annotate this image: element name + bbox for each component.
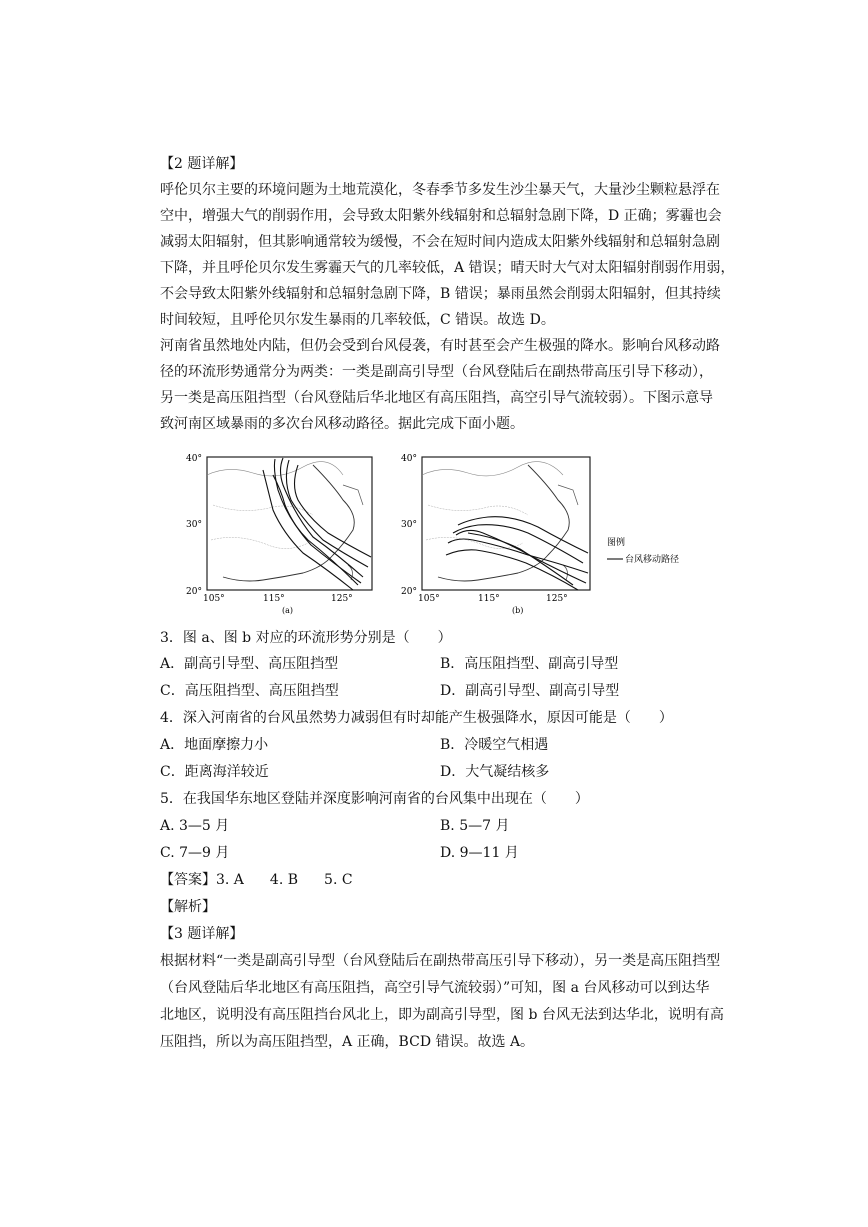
passage-line: 致河南区域暴雨的多次台风移动路径。据此完成下面小题。 [160,416,524,432]
passage-line: 河南省虽然地处内陆，但仍会受到台风侵袭，有时甚至会产生极强的降水。影响台风移动路 [160,338,720,354]
question-5-stem: 5．在我国华东地区登陆并深度影响河南省的台风集中出现在（ ） [160,791,589,807]
q2-detail-heading: 【2 题详解】 [160,156,244,172]
q5-option-c: C. 7—9 月 [160,845,230,861]
map-a-lon-label: 115° [263,594,285,604]
question-3-stem: 3．图 a、图 b 对应的环流形势分别是（ ） [160,630,452,646]
q4-option-b: B．冷暖空气相遇 [440,737,549,753]
q2-explanation-line: 呼伦贝尔主要的环境问题为土地荒漠化，冬春季节多发生沙尘暴天气，大量沙尘颗粒悬浮在 [160,182,720,198]
q3-explanation-line: 压阻挡，所以为高压阻挡型，A 正确，BCD 错误。故选 A。 [160,1034,535,1050]
q5-option-d: D. 9—11 月 [440,845,519,861]
map-b-lon-label: 115° [478,594,500,604]
q3-explanation-line: 北地区，说明没有高压阻挡台风北上，即为副高引导型，图 b 台风无法到达华北，说明有高 [160,1007,724,1023]
q4-option-d: D．大气凝结核多 [440,764,550,780]
map-b-lon-label: 125° [546,594,568,604]
q3-option-c: C．高压阻挡型、高压阻挡型 [160,683,339,699]
q2-explanation-line: 时间较短，且呼伦贝尔发生暴雨的几率较低，C 错误。故选 D。 [160,312,555,328]
passage-line: 另一类是高压阻挡型（台风登陆后华北地区有高压阻挡，高空引导气流较弱）。下图示意导 [160,390,713,406]
map-a-lon-label: 125° [331,594,353,604]
q2-explanation-line: 下降，并且呼伦贝尔发生雾霾天气的几率较低，A 错误；晴天时大气对太阳辐射削弱作用弱， [160,260,735,276]
typhoon-map-b [398,445,598,620]
map-a-lat-label: 20° [186,587,202,597]
q2-explanation-line: 减弱太阳辐射，但其影响通常较为缓慢，不会在短时间内造成太阳紫外线辐射和总辐射急剧 [160,234,720,250]
answer-item: 3. A [216,872,244,888]
map-a-lat-label: 30° [186,520,202,530]
map-a-lon-label: 105° [203,594,225,604]
q2-explanation-line: 不会导致太阳紫外线辐射和总辐射急剧下降，B 错误；暴雨虽然会削弱太阳辐射，但其持续 [160,286,721,302]
legend-item-label: 台风移动路径 [625,555,680,565]
map-a-lat-label: 40° [186,454,202,464]
answer-item: 4. B [269,872,299,888]
map-b-caption: (b) [512,606,524,615]
q5-option-b: B. 5—7 月 [440,818,510,834]
answer-prefix: 【答案】 [160,872,216,888]
answer-item: 5. C [324,872,353,888]
passage-line: 径的环流形势通常分为两类：一类是副高引导型（台风登陆后在副热带高压引导下移动）， [160,364,713,380]
map-a-frame [207,457,372,590]
q3-option-a: A．副高引导型、高压阻挡型 [160,656,339,672]
answer-line [160,871,379,889]
q3-detail-heading: 【3 题详解】 [160,926,244,942]
q3-option-d: D．副高引导型、副高引导型 [440,683,620,699]
analysis-heading: 【解析】 [160,899,216,915]
q2-explanation-line: 空中，增强大气的削弱作用，会导致太阳紫外线辐射和总辐射急剧下降，D 正确；雾霾也会 [160,208,722,224]
map-a-caption: (a) [282,606,294,615]
typhoon-map-a [183,445,383,620]
map-b-lat-label: 20° [401,587,417,597]
q4-option-c: C．距离海洋较近 [160,764,269,780]
map-b-frame [422,457,590,590]
map-b-lat-label: 40° [401,454,417,464]
q3-explanation-line: （台风登陆后华北地区有高压阻挡，高空引导气流较弱）”可知，图 a 台风移动可以到达华 [160,980,710,996]
q4-option-a: A．地面摩擦力小 [160,737,269,753]
q5-option-a: A. 3—5 月 [160,818,230,834]
map-legend [605,535,715,569]
question-4-stem: 4．深入河南省的台风虽然势力减弱但有时却能产生极强降水，原因可能是（ ） [160,710,673,726]
q3-option-b: B．高压阻挡型、副高引导型 [440,656,619,672]
legend-title: 图例 [607,538,626,548]
map-b-lat-label: 30° [401,520,417,530]
map-b-lon-label: 105° [418,594,440,604]
q3-explanation-line: 根据材料“一类是副高引导型（台风登陆后在副热带高压引导下移动），另一类是高压阻挡型 [160,953,721,969]
